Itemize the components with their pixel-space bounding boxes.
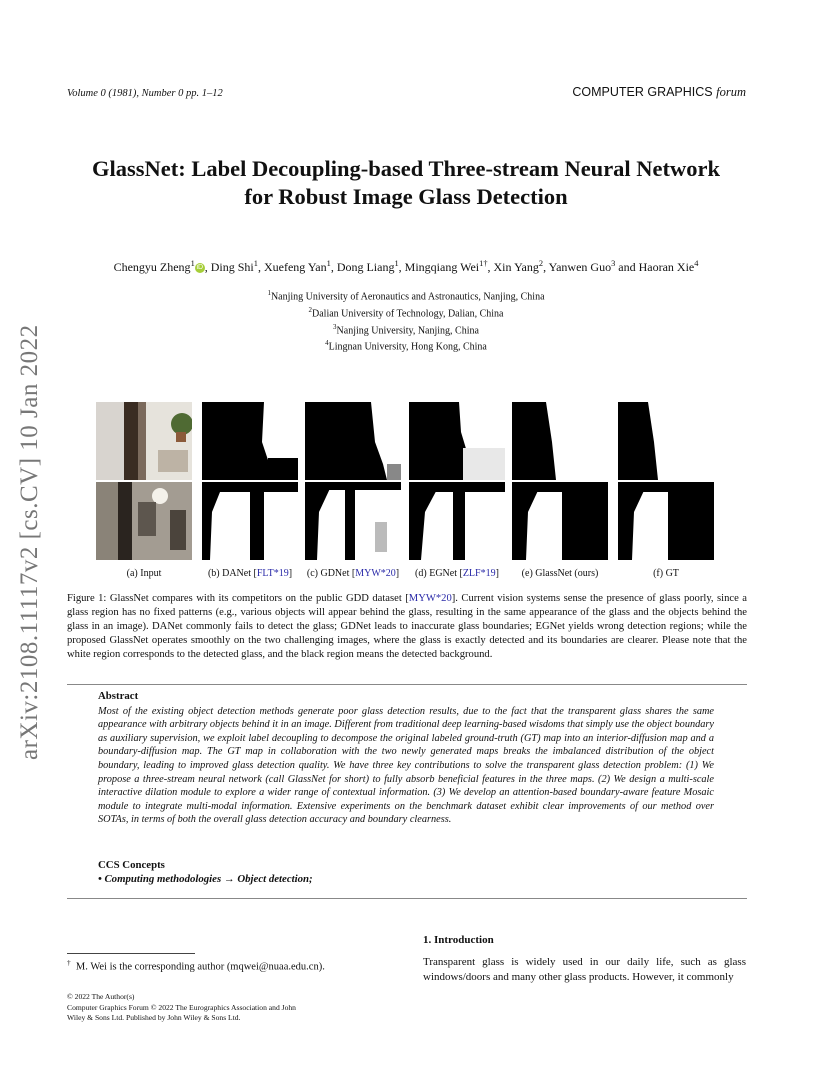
affiliations bbox=[67, 287, 745, 354]
journal-info: Volume 0 (1981), Number 0 pp. 1–12 bbox=[67, 88, 223, 99]
gt-mask-top bbox=[618, 402, 714, 480]
abstract-heading: Abstract bbox=[98, 690, 139, 702]
abstract bbox=[98, 690, 714, 827]
affiliation: $^2$Dalian University of Technology, Dalian, China bbox=[308, 305, 504, 320]
subcaption-c: (c) GDNet [MYW*20] bbox=[306, 568, 400, 579]
egnet-mask-bottom bbox=[409, 482, 505, 560]
journal-name-main: COMPUTER GRAPHICS bbox=[572, 85, 713, 99]
citation-link[interactable]: FLT*19 bbox=[256, 568, 289, 579]
citation-link[interactable]: ZLF*19 bbox=[462, 568, 496, 579]
author: Mingqiang Wei bbox=[404, 260, 480, 274]
author-affil: 4 bbox=[694, 259, 699, 268]
input-image-bottom bbox=[96, 482, 192, 560]
author: Yanwen Guo bbox=[548, 260, 612, 274]
citation-link[interactable]: MYW*20 bbox=[355, 568, 396, 579]
section-heading: 1. Introduction bbox=[423, 934, 494, 946]
ccs-item: • Computing methodologies → Object detection; bbox=[98, 873, 313, 885]
journal-name-italic: forum bbox=[716, 85, 746, 99]
glassnet-mask-bottom bbox=[512, 482, 608, 560]
author-affil: 3 bbox=[611, 259, 616, 268]
divider bbox=[67, 898, 747, 899]
orcid-icon[interactable]: iD bbox=[196, 264, 204, 272]
subcaption-a: (a) Input bbox=[126, 568, 162, 579]
arxiv-stamp: arXiv:2108.11117v2 [cs.CV] 10 Jan 2022 bbox=[16, 324, 43, 760]
copyright: © 2022 The Author(s) Computer Graphics Forum © 2022 The Eurographics Association and John Wiley & Sons Ltd. Published by John Wiley & Sons Ltd. bbox=[67, 992, 296, 1022]
gdnet-mask-top bbox=[305, 402, 401, 480]
affiliation: $^3$Nanjing University, Nanjing, China bbox=[333, 322, 479, 336]
danet-mask-top bbox=[202, 402, 298, 480]
intro-text: Transparent glass is widely used in our daily life, such as glass windows/doors and many other glass products. However, it commonly bbox=[423, 956, 746, 983]
gt-mask-bottom bbox=[618, 482, 714, 560]
author-affil: 1 bbox=[394, 259, 399, 268]
input-image-top bbox=[96, 402, 192, 480]
figure-caption: Figure 1: GlassNet compares with its competitors on the public GDD dataset [MYW*20]. Current vision systems sense the presence of glass poorly, since a glass region has no fixed patterns (e.g., various objects will appear behind the glass, resulting in the same appearance of the glass and the objects behind the glass in an image). DANet commonly fails to detect the glass; GDNet leads to inaccurate glass boundaries; EGNet yields wrong detection regions; while the proposed GlassNet operates smoothly on the two challenging images, where the glass is exactly detected and its boundaries are clearer. Please note that the white region corresponds to the detected glass, and the black region means the detected background. bbox=[67, 593, 747, 660]
footnote: † M. Wei is the corresponding author (mqwei@nuaa.edu.cn). bbox=[67, 958, 325, 973]
affiliation: $^1$Nanjing University of Aeronautics and Astronautics, Nanjing, China bbox=[267, 289, 545, 303]
author-affil: 2 bbox=[538, 259, 544, 268]
egnet-mask-top bbox=[409, 402, 505, 480]
author: Dong Liang bbox=[336, 260, 395, 274]
footnote-rule bbox=[67, 953, 195, 954]
author-affil: 1 bbox=[190, 259, 195, 268]
author: Ding Shi bbox=[210, 260, 254, 274]
subcaption-e: (e) GlassNet (ours) bbox=[521, 568, 599, 579]
subcaption-d: (d) EGNet [ZLF*19] bbox=[415, 568, 499, 579]
citation-link[interactable]: MYW*20 bbox=[408, 593, 452, 604]
danet-mask-bottom bbox=[202, 482, 298, 560]
author: Xin Yang bbox=[493, 260, 539, 274]
author: Chengyu Zheng bbox=[113, 260, 191, 274]
gdnet-mask-bottom bbox=[305, 482, 401, 560]
author-affil: 1 bbox=[326, 259, 331, 268]
subcaption-b: (b) DANet [FLT*19] bbox=[207, 568, 293, 579]
author-affil: 1 bbox=[253, 259, 258, 268]
title-line-2: for Robust Image Glass Detection bbox=[244, 184, 568, 209]
title-line-1: GlassNet: Label Decoupling-based Three-stream Neural Network bbox=[91, 156, 721, 181]
divider bbox=[67, 684, 747, 685]
journal-name bbox=[572, 85, 746, 100]
affiliation: $^4$Lingnan University, Hong Kong, China bbox=[325, 339, 487, 353]
ccs-concepts bbox=[98, 858, 313, 886]
author: Xuefeng Yan bbox=[263, 260, 327, 274]
paper-title bbox=[67, 155, 745, 211]
glassnet-mask-top bbox=[512, 402, 608, 480]
author-affil: 1† bbox=[479, 259, 488, 268]
author: Haoran Xie bbox=[638, 260, 695, 274]
ccs-heading: CCS Concepts bbox=[98, 859, 165, 871]
abstract-text: Most of the existing object detection methods generate poor glass detection results, due to the fact that the transparent glass shares the same appearance with arbitrary objects behind it in an image. Different from traditional deep learning-based wisdoms that simply use the object boundary as auxiliary supervision, we exploit label decoupling to decompose the original labeled ground-truth (GT) map into an interior-diffusion map and a boundary-diffusion map. The GT map in collaboration with the two newly generated maps breaks the imbalanced distribution of the object boundary, leading to improved glass detection quality. We have three key contributions to solve the transparent glass detection problem: (1) We propose a three-stream neural network (call GlassNet for short) to fully absorb beneficial features in the three maps. (2) We design a multi-scale interactive dilation module to explore a wider range of contextual information. (3) We develop an attention-based boundary-aware feature Mosaic module to integrate multi-modal information. Extensive experiments on the benchmark dataset exhibit clear improvements of our method over SOTAs, in terms of both the overall glass detection accuracy and boundary clearness. bbox=[98, 705, 714, 826]
author-list: Chengyu Zheng$^1$ iD , Ding Shi$^1$, Xuefeng Yan$^1$, Dong Liang$^1$, Mingqiang Wei$^{1\dagger}$, Xin Yang$^2$, Yanwen Guo$^3$ and Haoran Xie$^4$ bbox=[113, 259, 699, 274]
subcaption-f: (f) GT bbox=[653, 568, 679, 579]
